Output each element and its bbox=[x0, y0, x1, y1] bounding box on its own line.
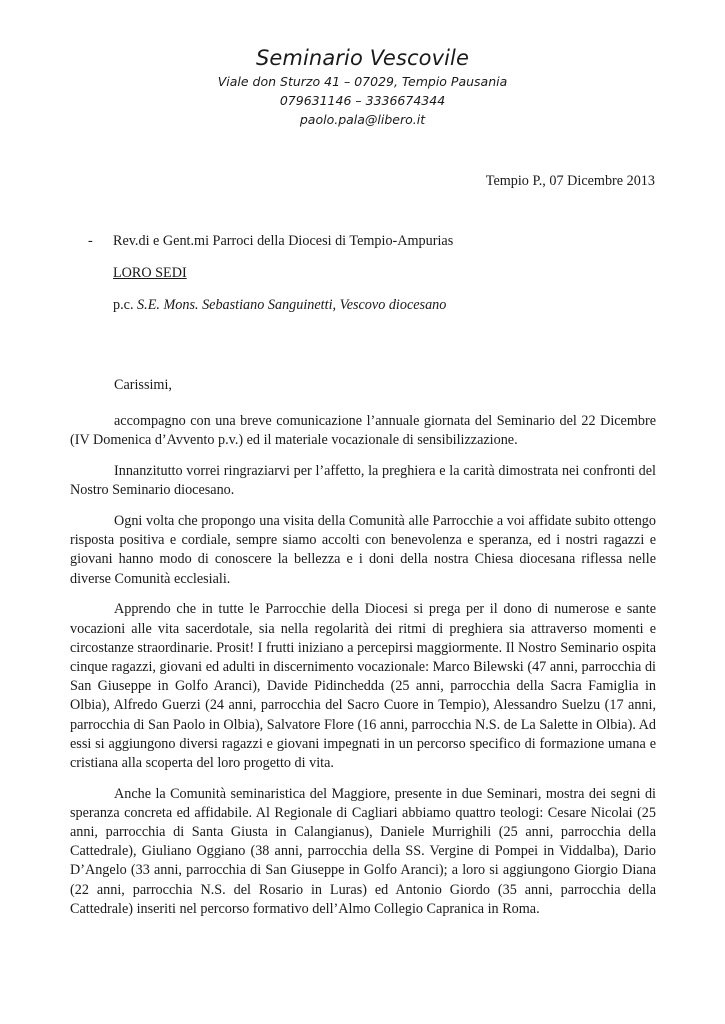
body-paragraph-2: Innanzitutto vorrei ringraziarvi per l’affetto, la preghiera e la carità dimostrata nei confronti del Nostro Seminario diocesano. bbox=[70, 463, 656, 499]
loro-sedi: LORO SEDI bbox=[113, 265, 187, 281]
list-dash: - bbox=[88, 233, 93, 249]
recipient-main-row bbox=[88, 231, 648, 251]
salutation: Carissimi, bbox=[114, 377, 172, 393]
pc-label: p.c. bbox=[113, 297, 134, 313]
letterhead-title: Seminario Vescovile bbox=[255, 46, 470, 70]
body-paragraph-3: Ogni volta che propongo una visita della Comunità alle Parrocchie a voi affidate subito ottengo risposta positiva e cordiale, sempre siamo accolti con benevolenza e speranza, ed i nostri ragazzi e giovani hanno modo di conoscere la bellezza e i doni della nostra Chiesa diocesana riflessa nelle diverse Comunità ecclesiali. bbox=[70, 513, 656, 587]
letterhead-email: paolo.pala@libero.it bbox=[299, 112, 426, 127]
pc-line bbox=[113, 295, 446, 315]
letter-date: Tempio P., 07 Dicembre 2013 bbox=[485, 173, 655, 189]
letterhead-address: Viale don Sturzo 41 – 07029, Tempio Pausania bbox=[217, 74, 508, 89]
body-paragraph-4: Apprendo che in tutte le Parrocchie della Diocesi si prega per il dono di numerose e sante vocazioni alle vita sacerdotale, sia nella regolarità dei ritmi di preghiera sia attraverso momenti e circostanze straordinarie. Prosit! I frutti iniziano a percepirsi maggiormente. Il Nostro Seminario ospita cinque ragazzi, giovani ed adulti in discernimento vocazionale: Marco Bilewski (47 anni, parrocchia di San Giuseppe in Golfo Aranci), Davide Pidinchedda (25 anni, parrocchia della Sacra Famiglia in Olbia), Alfredo Guerzi (24 anni, parrocchia del Sacro Cuore in Tempio), Alessandro Suelzu (17 anni, parrocchia di San Paolo in Olbia), Salvatore Flore (16 anni, parrocchia N.S. de La Salette in Olbia). Ad essi si aggiungono diversi ragazzi e giovani impegnati in un percorso specifico di formazione umana e cristiana alla scoperta del loro progetto di vita. bbox=[70, 601, 656, 771]
recipient-main: Rev.di e Gent.mi Parroci della Diocesi di Tempio-Ampurias bbox=[113, 233, 454, 249]
loro-sedi-row bbox=[88, 263, 648, 283]
recipients-block bbox=[88, 231, 648, 315]
letter-body bbox=[70, 376, 656, 931]
body-paragraph-5: Anche la Comunità seminaristica del Maggiore, presente in due Seminari, mostra dei segni di speranza concreta ed affidabile. Al Regionale di Cagliari abbiamo quattro teologi: Cesare Nicolai (25 anni, parrocchia di Santa Giusta in Calangianus), Daniele Murrighili (25 anni, parrocchia della Cattedrale), Giuliano Oggiano (38 anni, parrocchia della SS. Vergine di Pompei in Viddalba), Dario D’Angelo (33 anni, parrocchia di San Giuseppe in Golfo Aranci); a loro si aggiungono Giorgio Diana (22 anni, parrocchia N.S. del Rosario in Luras) ed Antonio Giordo (35 anni, parrocchia della Cattedrale) inseriti nel percorso formativo dell’Almo Collegio Capranica in Roma. bbox=[70, 785, 656, 917]
letterhead-phones: 079631146 – 3336674344 bbox=[279, 93, 446, 108]
pc-row bbox=[88, 295, 648, 315]
pc-name: S.E. Mons. Sebastiano Sanguinetti, Vescovo diocesano bbox=[137, 297, 447, 313]
body-paragraph-1: accompagno con una breve comunicazione l’annuale giornata del Seminario del 22 Dicembre (IV Domenica d’Avvento p.v.) ed il materiale vocazionale di sensibilizzazione. bbox=[70, 413, 656, 449]
letterhead bbox=[0, 44, 725, 129]
